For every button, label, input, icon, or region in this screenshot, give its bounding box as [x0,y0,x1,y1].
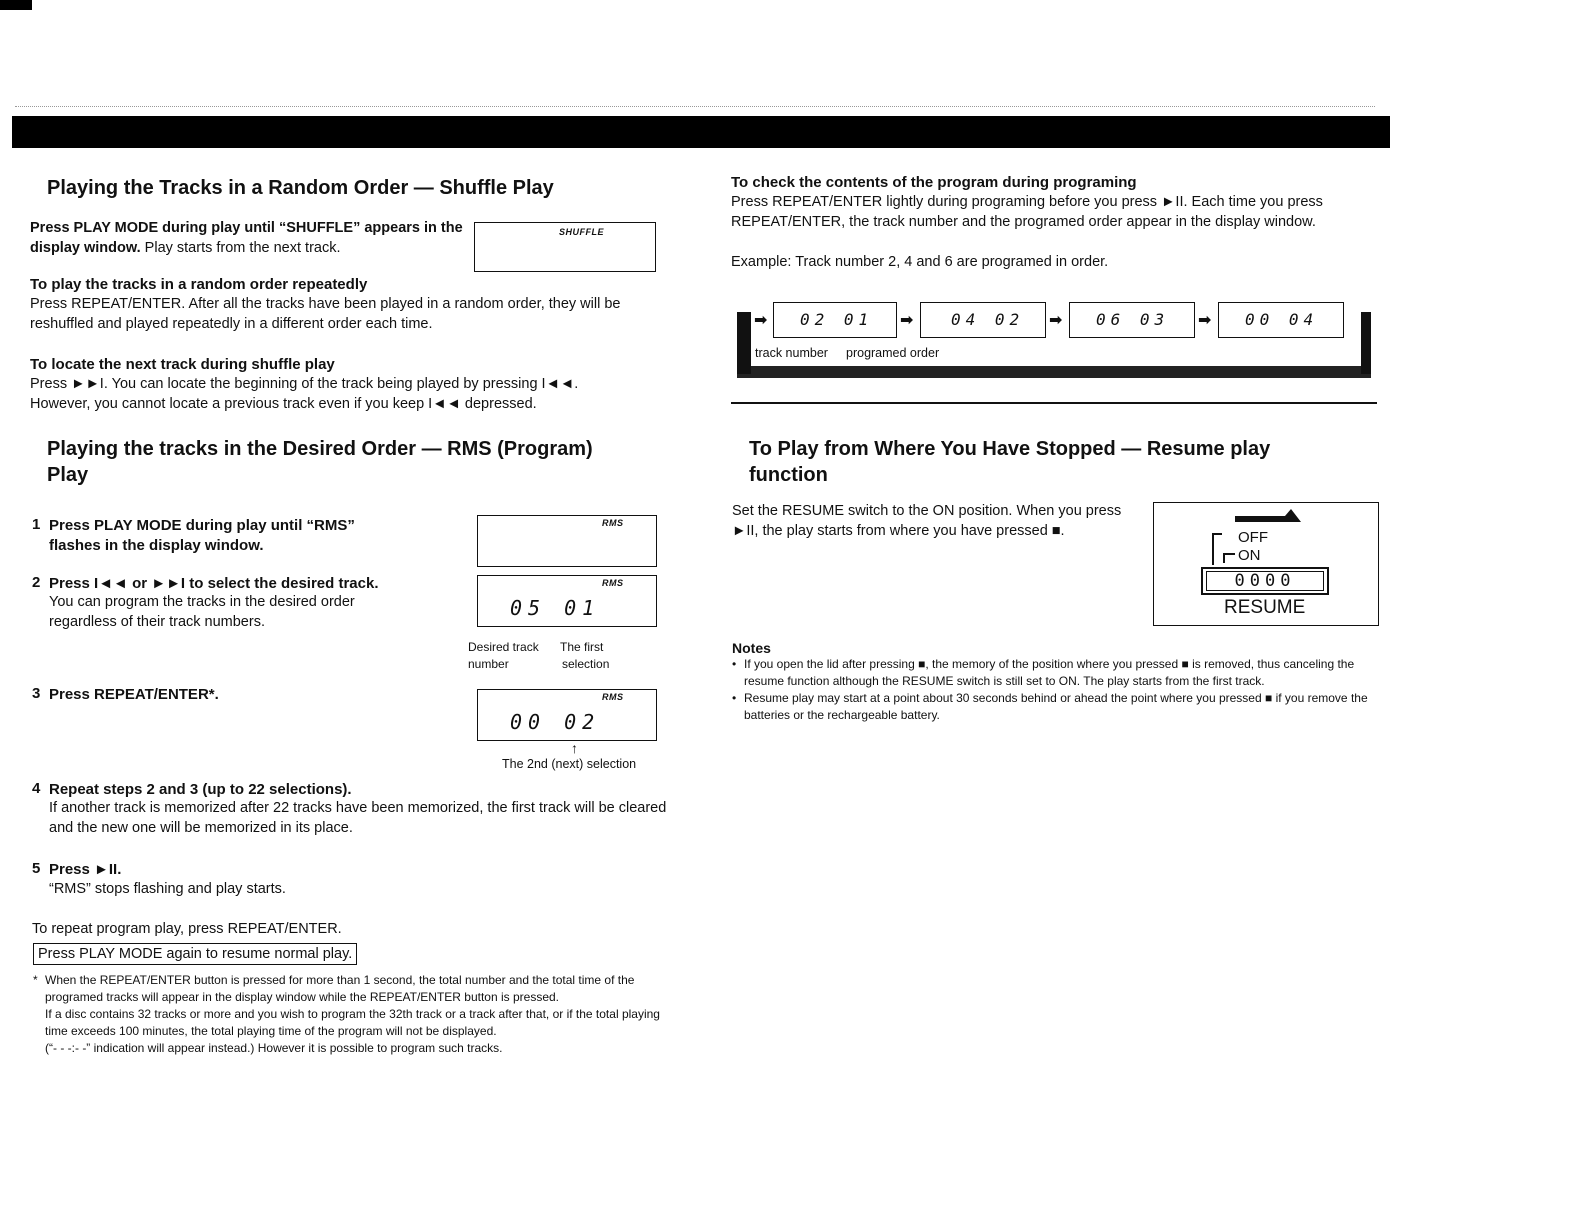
resume-title [749,436,1369,488]
caption-second-selection: The 2nd (next) selection [502,757,637,771]
rms-label-2: RMS [602,578,624,588]
rms-display-3 [477,689,657,741]
rms-display-3-value: 00 02 [510,710,601,734]
corner-mark [0,0,32,10]
rms-label-3: RMS [602,692,624,702]
shuffle-locate-heading: To locate the next track during shuffle play [30,356,335,373]
step-5-detail: “RMS” stops flashing and play starts. [49,881,286,897]
step-5-text: Press ►II. [49,861,122,878]
shuffle-intro-rest: Play starts from the next track. [144,240,341,256]
notes-list [732,656,1374,724]
program-right-bracket [1361,312,1371,374]
step-5-number: 5 [32,860,41,877]
switch-bracket-on [1223,553,1235,563]
boxed-note: Press PLAY MODE again to resume normal play. [33,943,357,965]
arrow-icon-3: ➡ [1049,312,1063,329]
step-4-number: 4 [32,780,41,797]
step-4-text: Repeat steps 2 and 3 (up to 22 selections). [49,781,352,798]
caption-desired-track: Desired track number [468,640,539,671]
section-divider [731,402,1377,404]
shuffle-locate-text1: Press ►►I. You can locate the beginning of the track being played by pressing I◄◄. [30,376,579,392]
check-example: Example: Track number 2, 4 and 6 are programed in order. [731,254,1109,270]
program-left-bracket [737,312,751,374]
dotted-line [15,106,1375,107]
step-3-text: Press REPEAT/ENTER*. [49,686,219,703]
footnotes [33,972,683,1057]
program-display-1-value: 02 01 [800,310,874,329]
resume-counter-value: 0000 [1206,571,1324,591]
program-display-4 [1218,302,1344,338]
label-programed-order: programed order [846,346,940,360]
switch-bracket-off [1212,533,1222,565]
arrow-icon-1: ➡ [754,312,768,329]
header-bar [12,116,1390,148]
footnote-1: * When the REPEAT/ENTER button is pressed for more than 1 second, the total number and the total time of the programed tracks will appear in the display window while the REPEAT/ENTER button is pressed. [33,973,635,1004]
program-band [737,366,1371,378]
rms-display-2-value: 05 01 [510,596,601,620]
shuffle-title: Playing the Tracks in a Random Order — Shuffle Play [47,177,554,199]
repeat-program-text: To repeat program play, press REPEAT/ENTER. [32,921,342,937]
switch-arrow-icon [1235,509,1301,523]
program-display-3-value: 06 03 [1096,310,1170,329]
shuffle-repeat-heading: To play the tracks in a random order repeatedly [30,276,368,293]
step-2-detail: You can program the tracks in the desired order regardless of their track numbers. [49,594,355,630]
step-2-text: Press I◄◄ or ►►I to select the desired track. [49,575,379,592]
footnote-3: (“- - -:- -” indication will appear instead.) However it is possible to program such tracks. [45,1041,503,1055]
resume-title-line1: To Play from Where You Have Stopped — Resume play [749,438,1271,460]
program-display-1 [773,302,897,338]
shuffle-repeat-text: Press REPEAT/ENTER. After all the tracks have been played in a random order, they will be reshuffled and played repeatedly in a different order each time. [30,296,621,332]
shuffle-display-label: SHUFFLE [559,227,604,237]
shuffle-intro-bold: Press PLAY MODE during play until “SHUFFLE” appears in the display window. [30,220,463,256]
shuffle-intro [30,218,470,258]
rms-title [47,436,687,488]
step-4-detail: If another track is memorized after 22 tracks have been memorized, the first track will be cleared and the new one will be memorized in its place. [49,800,667,836]
rms-title-line2: Play [47,464,89,486]
rms-label-1: RMS [602,518,624,528]
arrow-icon-4: ➡ [1198,312,1212,329]
shuffle-locate-text2: However, you cannot locate a previous track even if you keep I◄◄ depressed. [30,396,537,412]
note-item: • Resume play may start at a point about 30 seconds behind or ahead the point where you pressed ■ if you remove the batteries or the rechargeable battery. [732,690,1374,724]
program-display-4-value: 00 04 [1245,310,1319,329]
switch-off-label: OFF [1238,529,1268,546]
resume-counter [1201,567,1329,595]
program-display-3 [1069,302,1195,338]
switch-on-label: ON [1238,547,1261,564]
label-track-number: track number [755,346,828,360]
rms-display-1 [477,515,657,567]
resume-switch-label: RESUME [1224,597,1306,618]
resume-text: Set the RESUME switch to the ON position. When you press ►II, the play starts from where you have pressed ■. [732,503,1122,539]
note-item: • If you open the lid after pressing ■, the memory of the position where you pressed ■ is removed, thus canceling the resume function although the RESUME switch is still set to ON. The play starts from the first track. [732,656,1374,690]
step-1-text: Press PLAY MODE during play until “RMS” flashes in the display window. [49,517,355,554]
caption-first-selection: The first selection [560,640,610,671]
arrow-icon-2: ➡ [900,312,914,329]
step-3-number: 3 [32,685,41,702]
up-arrow-icon: ↑ [571,740,578,756]
step-1-number: 1 [32,516,41,533]
notes-heading: Notes [732,640,771,656]
step-2-number: 2 [32,574,41,591]
rms-title-line1: Playing the tracks in the Desired Order — RMS (Program) [47,438,593,460]
shuffle-display [474,222,656,272]
check-heading: To check the contents of the program during programing [731,174,1137,191]
program-display-2-value: 04 02 [951,310,1025,329]
program-display-2 [920,302,1046,338]
rms-display-2 [477,575,657,627]
check-text: Press REPEAT/ENTER lightly during programing before you press ►II. Each time you press REPEAT/ENTER, the track number and the programed order appear in the display window. [731,194,1323,230]
footnote-2: If a disc contains 32 tracks or more and you wish to program the 32th track or a track after that, or if the total playing time exceeds 100 minutes, the total playing time of the program will not be displayed. [45,1007,660,1038]
resume-title-line2: function [749,464,828,486]
